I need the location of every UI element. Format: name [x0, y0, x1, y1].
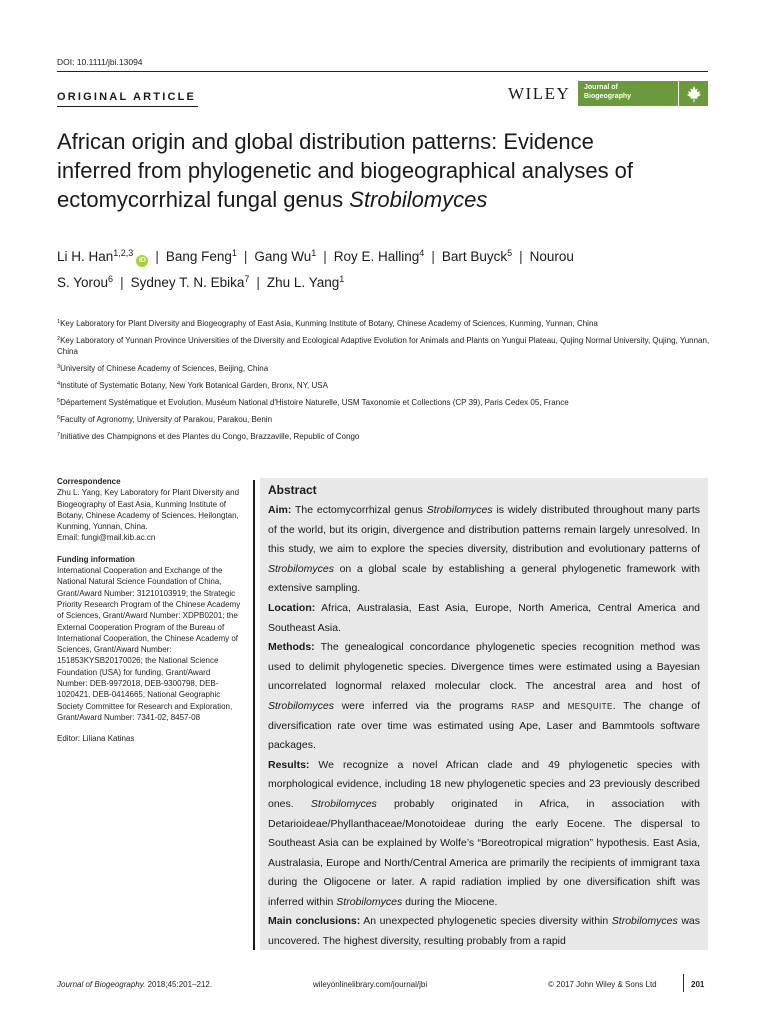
author[interactable]: Bart Buyck — [441, 249, 508, 264]
affiliation-text: University of Chinese Academy of Sciences, Beijing, China — [60, 364, 269, 373]
affiliation — [57, 380, 717, 391]
author-separator: | — [155, 249, 159, 264]
author-separator: | — [323, 249, 327, 264]
affiliation-text: Institute of Systematic Botany, New York Botanical Garden, Bronx, NY, USA — [60, 381, 328, 390]
affiliation-number: 1 — [57, 319, 61, 325]
location-label: Location: — [268, 601, 316, 614]
methods-text: . The change of diversification rate over time was estimated using Ape, Laser and Bammtools software packages. — [268, 699, 701, 752]
correspondence-text: Zhu L. Yang, Key Laboratory for Plant Diversity and Biogeography of East Asia, Kunming Institute of Botany, Chinese Academy of Sciences, Heilongtan, Kunming, Yunnan, China. — [57, 488, 240, 532]
location-text: Africa, Australasia, East Asia, Europe, North America, Central America and Southeast Asia. — [268, 601, 700, 634]
footer-volume: 2018;45:201–212. — [145, 980, 213, 989]
author[interactable]: Zhu L. Yang — [266, 275, 340, 290]
affiliation — [57, 414, 717, 425]
author-affil-sup: 6 — [108, 274, 114, 284]
affiliation — [57, 431, 717, 442]
article-title — [57, 127, 717, 214]
title-genus: Strobilomyces — [349, 187, 488, 212]
footer-journal-name: Journal of Biogeography. — [57, 980, 146, 989]
abstract-heading: Abstract — [268, 483, 317, 497]
funding-block — [57, 554, 242, 723]
affiliation-number: 4 — [57, 381, 61, 387]
author-separator: | — [120, 275, 124, 290]
affiliation — [57, 335, 717, 357]
affiliation-text: Key Laboratory for Plant Diversity and Biogeography of East Asia, Kunming Institute of Botany, Chinese Academy of Sciences, Kunming, Yunnan, China — [60, 319, 598, 328]
main-conclusions-label: Main conclusions: — [268, 915, 361, 928]
aim-text: on a global scale by establishing a general phylogenetic framework with extensive sampling. — [268, 562, 700, 595]
author[interactable]: Nourou — [529, 249, 574, 264]
affiliation — [57, 318, 717, 329]
author-separator: | — [519, 249, 523, 264]
publisher-logo: WILEY — [508, 84, 571, 103]
footer-divider — [683, 974, 684, 992]
correspondence-email[interactable]: Email: fungi@mail.kib.ac.cn — [57, 533, 156, 543]
author-affil-sup: 4 — [419, 248, 425, 258]
affiliation-text: Initiative des Champignons et des Plantes du Congo, Brazzaville, Republic of Congo — [60, 432, 360, 441]
author[interactable]: Bang Feng — [165, 249, 232, 264]
journal-badge-line1: Journal of — [584, 84, 618, 91]
title-line-1: African origin and global distribution patterns: Evidence — [57, 129, 594, 154]
affiliation-number: 6 — [57, 415, 61, 421]
results-genus: Strobilomyces — [310, 797, 377, 810]
article-type-rule — [57, 106, 198, 107]
methods-genus: Strobilomyces — [268, 699, 334, 712]
abstract-main-conclusions — [268, 912, 700, 950]
aim-label: Aim: — [268, 504, 292, 516]
author[interactable]: Roy E. Halling — [333, 249, 420, 264]
journal-badge-text — [578, 81, 678, 106]
methods-text: and — [534, 699, 568, 712]
results-text: We recognize a novel African clade and 49 phylogenetic species with morphological evidence, including 18 new phylogenetic species and 23 previously described ones. — [268, 758, 700, 810]
results-text: probably originated in Africa, in association with Detarioideae/Phyllanthaceae/Monotoideae during the early Eocene. The dispersal to Southeast Asia can be explained by Wolfe’s “Boreotropical migration” hypothesis. East Asia, Australasia, Europe and North/Central America are primarily the recipients of immigrant taxa during the Oligocene or later. A rapid radiation implied by one diversification shift was inferred within — [268, 797, 700, 908]
top-rule — [57, 71, 708, 72]
results-genus: Strobilomyces — [336, 895, 403, 908]
results-label: Results: — [268, 758, 310, 771]
abstract-location — [268, 599, 700, 638]
aim-genus: Strobilomyces — [268, 562, 334, 575]
editor-note: Editor: Liliana Katinas — [57, 734, 135, 744]
affiliation-number: 5 — [57, 398, 61, 404]
main-conclusions-text: An unexpected phylogenetic species diversity within — [360, 915, 612, 928]
author-separator: | — [431, 249, 435, 264]
main-conclusions-genus: Strobilomyces — [611, 915, 678, 928]
footer-citation — [57, 980, 212, 989]
affiliation-number: 3 — [57, 364, 61, 370]
methods-text: were inferred via the programs — [333, 699, 512, 712]
orcid-icon[interactable]: iD — [136, 255, 148, 267]
affiliation-list — [57, 318, 717, 448]
author-separator: | — [243, 249, 248, 264]
affiliation-text: Département Systématique et Evolution, Muséum National d'Histoire Naturelle, USM Taxonomie et Collections (CP 39), Paris Cedex 05, France — [60, 398, 569, 407]
affiliation — [57, 397, 717, 408]
article-type: ORIGINAL ARTICLE — [57, 91, 197, 103]
footer-copyright: © 2017 John Wiley & Sons Ltd — [548, 980, 657, 989]
author[interactable]: Sydney T. N. Ebika — [130, 275, 245, 290]
aim-text: The ectomycorrhizal genus — [291, 504, 427, 516]
author-affil-sup: 1 — [339, 274, 345, 284]
author-affil-sup: 1,2,3 — [113, 248, 134, 258]
abstract-box — [260, 478, 708, 950]
author[interactable]: Gang Wu — [254, 249, 312, 264]
title-line-3: ectomycorrhizal fungal genus — [57, 187, 350, 212]
doi: DOI: 10.1111/jbi.13094 — [57, 57, 143, 67]
maple-leaf-icon — [678, 81, 708, 106]
affiliation-number: 7 — [57, 432, 61, 438]
affiliation-text: Key Laboratory of Yunnan Province Universities of the Diversity and Ecological Adaptive Evolution for Animals and Plants on Yungui Plateau, Qujing Normal University, Qujing, Yunnan, China — [57, 336, 710, 356]
methods-text: The genealogical concordance phylogenetic species recognition method was used to delimit phylogenetic species. Divergence times were estimated using a Bayesian uncorrelated lognormal relaxed molecular clock. The ancestral area and host of — [268, 641, 700, 693]
affiliation-text: Faculty of Agronomy, University of Parakou, Parakou, Benin — [60, 415, 273, 424]
correspondence-heading: Correspondence — [57, 477, 121, 486]
abstract-rule — [253, 480, 255, 950]
author-affil-sup: 5 — [507, 248, 513, 258]
article-sidebar — [57, 476, 242, 755]
page-number: 201 — [691, 980, 705, 989]
author[interactable]: Li H. Han — [57, 249, 114, 264]
results-text: during the Miocene. — [402, 895, 498, 908]
affiliation-number: 2 — [57, 336, 61, 342]
affiliation — [57, 363, 717, 374]
author-affil-sup: 1 — [231, 248, 237, 258]
journal-badge — [578, 81, 708, 106]
author-affil-sup: 1 — [311, 248, 317, 258]
correspondence-block — [57, 476, 242, 544]
author-list — [57, 244, 717, 296]
footer-url[interactable]: wileyonlinelibrary.com/journal/jbi — [313, 980, 428, 989]
title-line-2: inferred from phylogenetic and biogeographical analyses of — [57, 158, 634, 183]
methods-label: Methods: — [268, 641, 315, 654]
author[interactable]: S. Yorou — [57, 275, 109, 290]
author-separator: | — [256, 275, 260, 290]
main-conclusions-text: was uncovered. The highest diversity, resulting probably from a rapid — [268, 915, 701, 948]
aim-genus: Strobilomyces — [426, 504, 493, 516]
program-name: RASP — [511, 701, 535, 711]
funding-text: International Cooperation and Exchange of the National Natural Science Foundation of China, Grant/Award Number: 31210103919; the Strategic Priority Research Program of the Chinese Academy of Sciences, Grant/Award Number: XDPB0201; the External Cooperation Program of the Bureau of International Cooperation, the Chinese Academy of Sciences, Grant/Award Number: 151853KYSB20170026; the National Science Foundation (USA) for funding, Grant/Award Number: DEB-9972018, DEB-9300798, DEB-1020421, DEB-0414665; National Geographic Society Committee for Research and Exploration, Grant/Award Number: 7341-02, 8457-08 — [57, 566, 241, 722]
abstract-aim — [268, 501, 700, 599]
abstract-methods — [268, 638, 700, 756]
journal-badge-line2: Biogeography — [584, 92, 632, 100]
author-affil-sup: 7 — [244, 274, 250, 284]
funding-heading: Funding information — [57, 554, 135, 564]
abstract-results — [268, 756, 700, 913]
program-name: MESQUITE — [567, 701, 613, 711]
aim-text: is widely distributed throughout many parts of the world, but its origin, divergence and distribution patterns remain largely unresolved. In this study, we aim to explore the species diversity, distribution and evolutionary patterns of — [268, 504, 700, 556]
